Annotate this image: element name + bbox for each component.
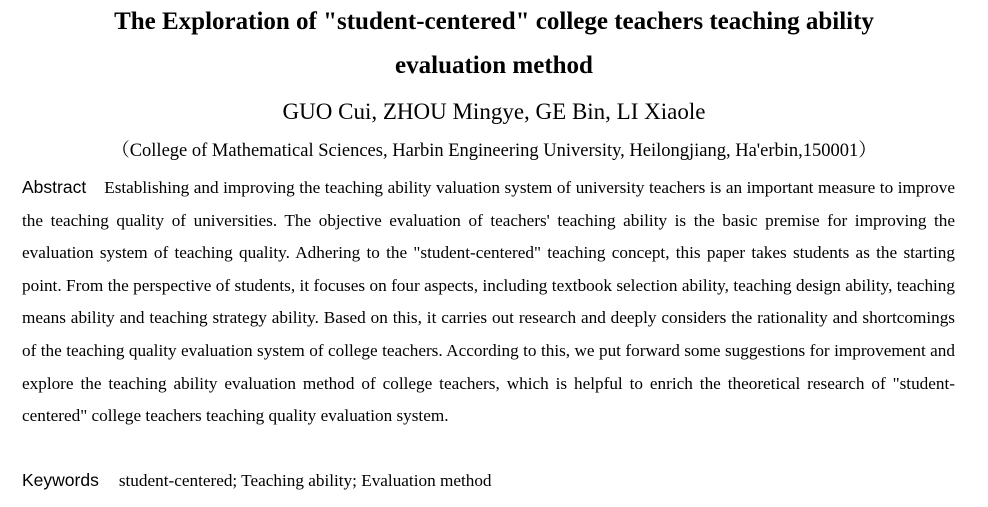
abstract-section (22, 171, 955, 433)
keywords-section (22, 465, 492, 496)
author-affiliation: （College of Mathematical Sciences, Harbin Engineering University, Heilongjiang, Ha'erbin,150001） (111, 141, 877, 161)
paper-title-line-1: The Exploration of "student-centered" college teachers teaching ability (114, 8, 874, 35)
author-list: GUO Cui, ZHOU Mingye, GE Bin, LI Xiaole (282, 99, 706, 124)
keywords-text: student-centered; Teaching ability; Evaluation method (118, 471, 492, 490)
paper-title-line-2: evaluation method (395, 52, 593, 79)
abstract-text: Establishing and improving the teaching ability valuation system of university teachers is an important measure to improve the teaching quality of universities. The objective evaluation of teachers' teaching ability is the basic premise for improving the evaluation system of teaching quality. Adhering to the "student-centered" teaching concept, this paper takes students as the starting point. From the perspective of students, it focuses on four aspects, including textbook selection ability, teaching design ability, teaching means ability and teaching strategy ability. Based on this, it carries out research and deeply considers the rationality and shortcomings of the teaching quality evaluation system of college teachers. According to this, we put forward some suggestions for improvement and explore the teaching ability evaluation method of college teachers, which is helpful to enrich the theoretical research of "student-centered" college teachers teaching quality evaluation system. (22, 178, 955, 426)
abstract-label: Abstract (22, 177, 87, 197)
paper-title (0, 0, 988, 88)
keywords-label: Keywords (22, 470, 99, 490)
